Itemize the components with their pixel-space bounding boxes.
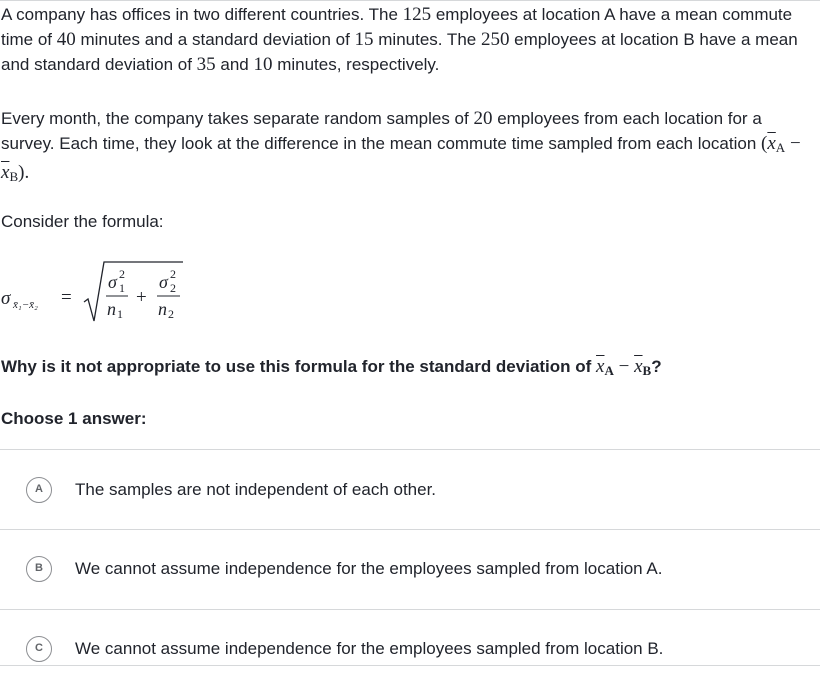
- problem-paragraph-3: Consider the formula:: [1, 212, 164, 231]
- choice-b-letter-circle[interactable]: B: [26, 556, 52, 582]
- text-segment: employees from each location for a survey. Each time, they look at the difference in the mean commute time sampled from each location: [1, 109, 762, 153]
- text-segment: Every month, the company takes separate random samples of: [1, 109, 474, 128]
- choice-c-letter-circle[interactable]: C: [26, 636, 52, 662]
- text-segment: Why is it not appropriate to use this formula for the standard deviation of: [1, 357, 597, 376]
- math-operator: −: [785, 133, 801, 154]
- term1-superscript: 2: [119, 267, 125, 281]
- question-text: [1, 354, 662, 383]
- math-xbar: $\overline{x}$: [1, 162, 10, 183]
- term1-n-subscript: 1: [117, 307, 123, 321]
- math-number: 125: [402, 4, 432, 25]
- choice-a-letter-circle[interactable]: A: [26, 477, 52, 503]
- formula-lhs-subscript: x̄₁−x̄₂: [13, 299, 38, 311]
- text-segment: ?: [651, 357, 662, 376]
- math-paren: (: [761, 133, 768, 154]
- math-number: 35: [196, 54, 216, 75]
- math-period: .: [24, 162, 30, 183]
- choice-c-text: We cannot assume independence for the employees sampled from location B.: [75, 639, 664, 658]
- text-segment: minutes and a standard deviation of: [75, 30, 355, 49]
- math-paren: ): [18, 162, 25, 183]
- term2-sigma: σ: [159, 272, 168, 292]
- formula-plus: +: [136, 287, 147, 308]
- formula-equals: =: [61, 287, 72, 308]
- math-number: 10: [253, 54, 273, 75]
- choice-divider: [0, 665, 820, 666]
- term2-superscript: 2: [170, 267, 176, 281]
- math-number: 250: [480, 29, 510, 50]
- choice-a-text: The samples are not independent of each other.: [75, 480, 437, 499]
- choice-b-text: We cannot assume independence for the employees sampled from location A.: [75, 559, 663, 578]
- math-xbar: $\overline{x}$: [596, 356, 605, 377]
- math-xbar: $\overline{x}$: [767, 133, 776, 154]
- math-subscript: B: [642, 363, 652, 378]
- formula-sigma: σ: [1, 288, 11, 309]
- term2-n: n: [158, 299, 167, 319]
- choice-b[interactable]: [0, 530, 820, 608]
- math-number: 15: [354, 29, 374, 50]
- choice-a[interactable]: [0, 450, 820, 528]
- text-segment: and: [215, 55, 254, 74]
- math-subscript: A: [775, 140, 786, 155]
- term2-subscript: 2: [170, 281, 176, 295]
- text-segment: employees at location B have a mean and standard deviation of: [1, 30, 798, 74]
- math-operator: −: [613, 356, 635, 377]
- term1-sigma: σ: [108, 272, 117, 292]
- text-segment: minutes, respectively.: [272, 55, 440, 74]
- term2-n-subscript: 2: [168, 307, 174, 321]
- choice-c[interactable]: [0, 610, 820, 688]
- top-divider: [0, 0, 820, 1]
- choose-answer-label: Choose 1 answer:: [1, 409, 147, 428]
- problem-paragraph-2: [1, 106, 817, 189]
- term1-n: n: [107, 299, 116, 319]
- std-dev-formula: [0, 258, 200, 328]
- math-number: 20: [473, 108, 493, 129]
- term1-subscript: 1: [119, 281, 125, 295]
- math-number: 40: [56, 29, 76, 50]
- problem-paragraph-1: [1, 2, 817, 77]
- text-segment: A company has offices in two different countries. The: [1, 5, 403, 24]
- math-xbar: $\overline{x}$: [634, 356, 643, 377]
- math-subscript: A: [604, 363, 614, 378]
- math-subscript: B: [9, 169, 19, 184]
- text-segment: minutes. The: [373, 30, 481, 49]
- text-segment: employees at location A have a mean commute time of: [1, 5, 793, 49]
